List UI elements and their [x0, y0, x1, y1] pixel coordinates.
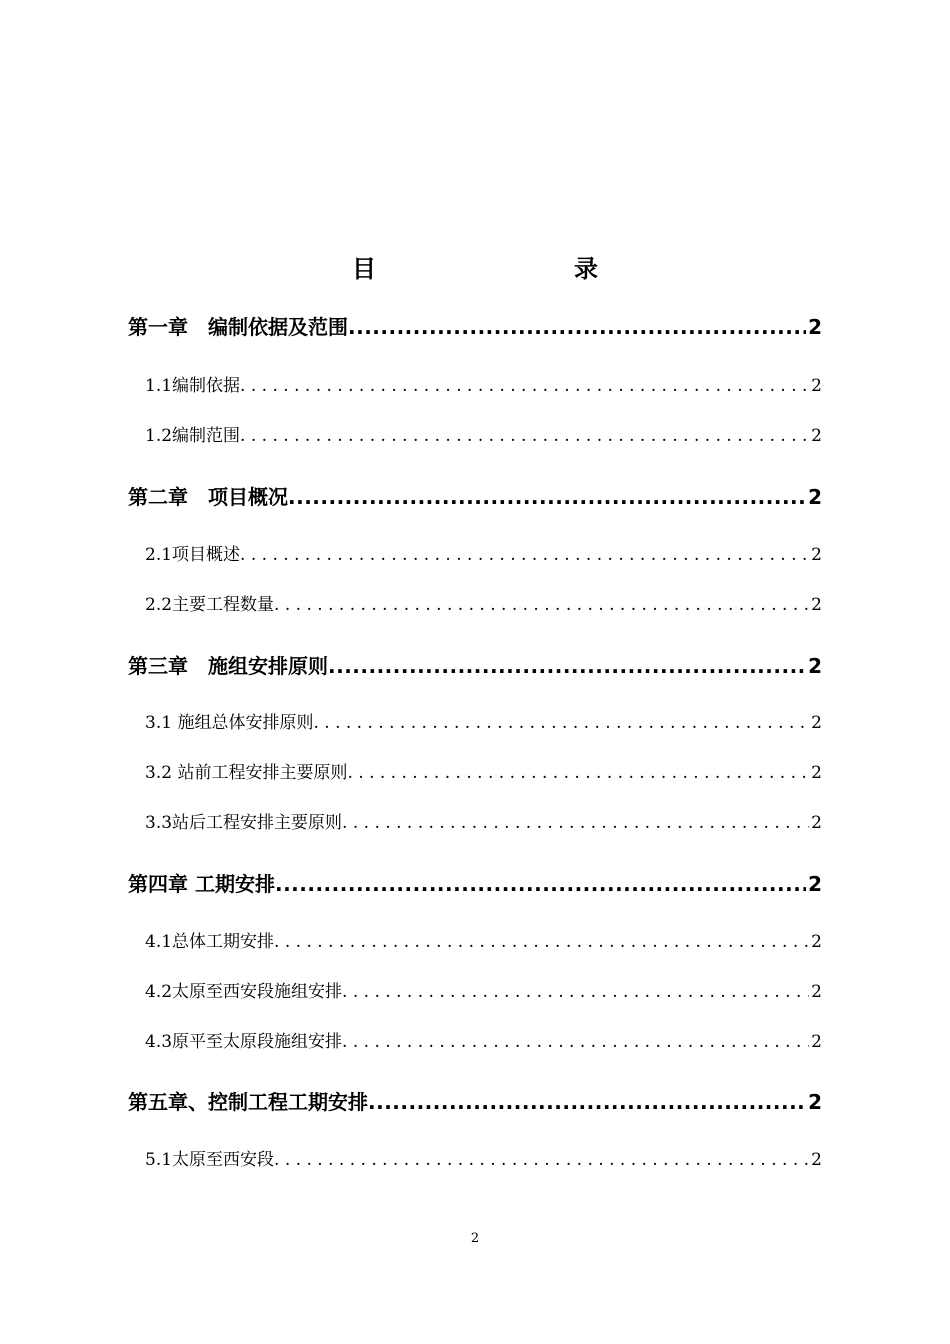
dot-leader — [368, 1087, 806, 1117]
toc-page-number: 2 — [811, 813, 822, 833]
dot-leader — [274, 1146, 809, 1174]
dot-leader — [313, 709, 809, 737]
toc-section-4-3[interactable] — [145, 1028, 822, 1056]
toc-section-4-2[interactable] — [145, 978, 822, 1006]
toc-page-number: 2 — [811, 426, 822, 446]
toc-page-number: 2 — [811, 982, 822, 1002]
toc-section-4-1[interactable] — [145, 928, 822, 956]
toc-entry-label: 2.1项目概述 — [145, 545, 241, 565]
toc-chapter-2[interactable] — [128, 482, 822, 512]
toc-entry-label: 4.3原平至太原段施组安排 — [145, 1032, 343, 1052]
toc-page-number: 2 — [808, 654, 822, 678]
toc-page-number: 2 — [808, 872, 822, 896]
toc-section-2-1[interactable] — [145, 541, 822, 569]
toc-page-number: 2 — [811, 595, 822, 615]
toc-page-number: 2 — [811, 545, 822, 565]
toc-chapter-1[interactable] — [128, 312, 822, 342]
dot-leader — [240, 541, 809, 569]
toc-entry-label: 第三章 施组安排原则 — [128, 654, 328, 678]
dot-leader — [240, 422, 809, 450]
dot-leader — [328, 651, 806, 681]
toc-chapter-4[interactable] — [128, 869, 822, 899]
toc-chapter-5[interactable] — [128, 1087, 822, 1117]
toc-title: 目 录 — [352, 255, 648, 283]
toc-page-number: 2 — [811, 376, 822, 396]
toc-entry-label: 3.2 站前工程安排主要原则 — [145, 763, 348, 783]
toc-page-number: 2 — [808, 1090, 822, 1114]
dot-leader — [347, 759, 809, 787]
dot-leader — [342, 978, 809, 1006]
toc-entry-label: 4.2太原至西安段施组安排 — [145, 982, 343, 1002]
toc-section-3-1[interactable] — [145, 709, 822, 737]
toc-section-3-3[interactable] — [145, 809, 822, 837]
toc-page-number: 2 — [811, 1150, 822, 1170]
toc-section-1-2[interactable] — [145, 422, 822, 450]
toc-section-5-1[interactable] — [145, 1146, 822, 1174]
dot-leader — [274, 928, 809, 956]
dot-leader — [274, 591, 809, 619]
dot-leader — [275, 869, 806, 899]
toc-section-2-2[interactable] — [145, 591, 822, 619]
dot-leader — [288, 482, 806, 512]
toc-section-3-2[interactable] — [145, 759, 822, 787]
toc-entry-label: 第五章、控制工程工期安排 — [128, 1090, 368, 1114]
toc-page-number: 2 — [811, 713, 822, 733]
toc-entry-label: 4.1总体工期安排 — [145, 932, 275, 952]
toc-page-number: 2 — [808, 315, 822, 339]
toc-entry-label: 3.3站后工程安排主要原则 — [145, 813, 343, 833]
dot-leader — [342, 809, 809, 837]
toc-chapter-3[interactable] — [128, 651, 822, 681]
toc-page-number: 2 — [811, 763, 822, 783]
toc-entry-label: 1.1编制依据 — [145, 376, 241, 396]
toc-entry-label: 5.1太原至西安段 — [145, 1150, 275, 1170]
toc-entry-label: 第一章 编制依据及范围 — [128, 315, 348, 339]
toc-entry-label: 第四章 工期安排 — [128, 872, 275, 896]
toc-entry-label: 1.2编制范围 — [145, 426, 241, 446]
toc-entry-label: 2.2主要工程数量 — [145, 595, 275, 615]
toc-entry-label: 第二章 项目概况 — [128, 485, 288, 509]
toc-page-number: 2 — [811, 1032, 822, 1052]
toc-page-number: 2 — [811, 932, 822, 952]
dot-leader — [342, 1028, 809, 1056]
dot-leader — [240, 372, 809, 400]
footer-page-number: 2 — [470, 1231, 480, 1246]
toc-entry-label: 3.1 施组总体安排原则 — [145, 713, 314, 733]
toc-section-1-1[interactable] — [145, 372, 822, 400]
toc-page-number: 2 — [808, 485, 822, 509]
dot-leader — [348, 312, 806, 342]
